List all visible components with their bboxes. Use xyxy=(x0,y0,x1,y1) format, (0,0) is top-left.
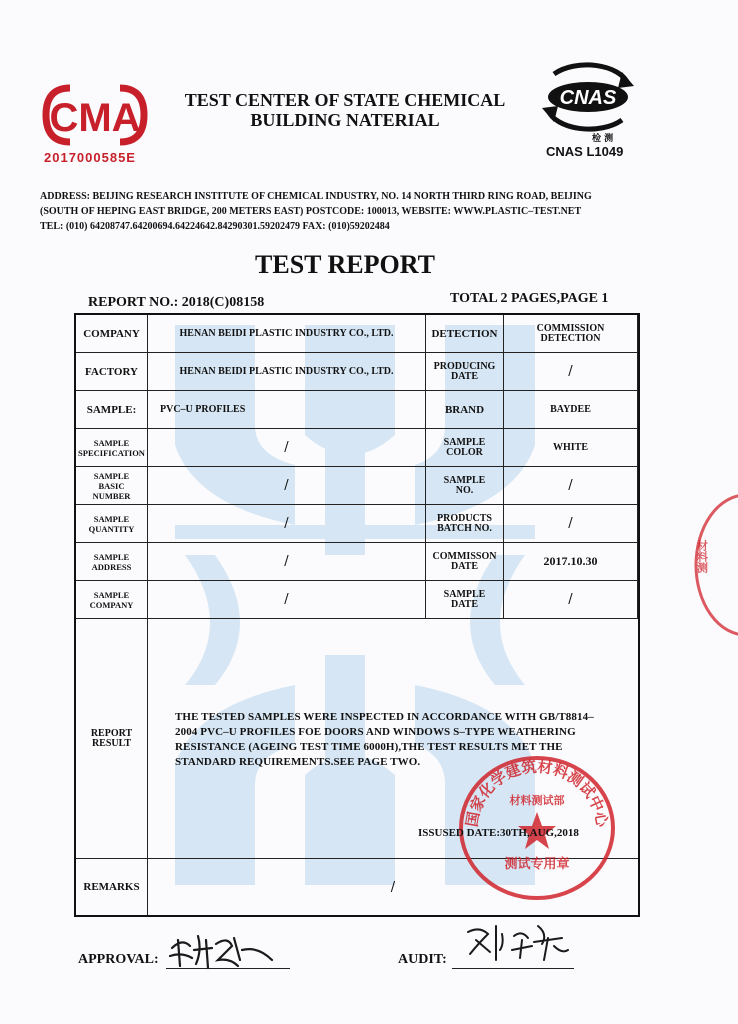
basic-number-label: SAMPLE BASIC NUMBER xyxy=(76,467,148,505)
sample-address-value: / xyxy=(148,543,426,581)
sample-label: SAMPLE: xyxy=(76,391,148,429)
producing-date-value: / xyxy=(504,353,638,391)
factory-label: FACTORY xyxy=(76,353,148,391)
sample-no-label: SAMPLE NO. xyxy=(426,467,504,505)
edge-seal xyxy=(686,490,738,640)
remarks-value: / xyxy=(390,879,396,895)
cnas-logo-text: CNAS xyxy=(559,87,617,109)
brand-label: BRAND xyxy=(426,391,504,429)
address-line1: ADDRESS: BEIJING RESEARCH INSTITUTE OF CHEMICAL INDUSTRY, NO. 14 NORTH THIRD RING ROAD, BEIJING xyxy=(40,191,592,202)
org-title xyxy=(160,90,530,130)
official-seal xyxy=(455,750,617,900)
producing-date-label: PRODUCING DATE xyxy=(426,353,504,391)
sample-no-value: / xyxy=(504,467,638,505)
sample-company-label: SAMPLE COMPANY xyxy=(76,581,148,619)
quantity-value: / xyxy=(148,505,426,543)
commission-date-value: 2017.10.30 xyxy=(504,543,638,581)
sample-company-value: / xyxy=(148,581,426,619)
sample-date-label: SAMPLE DATE xyxy=(426,581,504,619)
company-label: COMPANY xyxy=(76,315,148,353)
org-title-line1: TEST CENTER OF STATE CHEMICAL xyxy=(184,90,506,110)
audit-label: AUDIT: xyxy=(398,952,447,967)
cma-logo-text: CMA xyxy=(49,96,141,140)
edge-seal-text: 材料测 xyxy=(695,540,709,573)
approval-signature xyxy=(168,930,278,974)
seal-bottom-text: 测试专用章 xyxy=(504,857,570,872)
report-title: TEST REPORT xyxy=(255,250,435,279)
brand-value: BAYDEE xyxy=(504,391,638,429)
sample-value: PVC–U PROFILES xyxy=(148,391,426,429)
sample-address-label: SAMPLE ADDRESS xyxy=(76,543,148,581)
audit-line xyxy=(452,968,574,969)
address-block xyxy=(40,189,650,234)
report-result-label: REPORT RESULT xyxy=(76,619,148,859)
sample-color-value: WHITE xyxy=(504,429,638,467)
seal-ring-text: 国家化学建筑材料测试中心 xyxy=(462,757,612,829)
cnas-logo xyxy=(536,58,640,134)
org-title-line2: BUILDING NATERIAL xyxy=(250,110,440,130)
cma-number: 2017000585E xyxy=(44,150,136,165)
sample-color-label: SAMPLE COLOR xyxy=(426,429,504,467)
remarks-label: REMARKS xyxy=(76,859,148,915)
quantity-label: SAMPLE QUANTITY xyxy=(76,505,148,543)
factory-value: HENAN BEIDI PLASTIC INDUSTRY CO., LTD. xyxy=(148,353,426,391)
specification-label: SAMPLE SPECIFICATION xyxy=(76,429,148,467)
cma-logo xyxy=(40,80,150,150)
address-line3: TEL: (010) 64208747.64200694.64224642.84290301.59202479 FAX: (010)59202484 xyxy=(40,221,390,232)
seal-inner-text: 材料测试部 xyxy=(509,794,565,807)
approval-label: APPROVAL: xyxy=(78,952,159,967)
commission-date-label: COMMISSON DATE xyxy=(426,543,504,581)
batch-no-label: PRODUCTS BATCH NO. xyxy=(426,505,504,543)
report-result-text: THE TESTED SAMPLES WERE INSPECTED IN ACCORDANCE WITH GB/T8814–2004 PVC–U PROFILES FOE DOORS AND WINDOWS S–TYPE WEATHERING RESISTANCE (AGEING TEST TIME 6000H),THE TEST RESULTS MET THE STANDARD REQUIREMENTS.SEE PAGE TWO. xyxy=(175,711,594,768)
basic-number-value: / xyxy=(148,467,426,505)
detection-value: COMMISSION DETECTION xyxy=(504,315,638,353)
address-line2: (SOUTH OF HEPING EAST BRIDGE, 200 METERS EAST) POSTCODE: 100013, WEBSITE: WWW.PLASTIC–TEST.NET xyxy=(40,206,582,217)
batch-no-value: / xyxy=(504,505,638,543)
cnas-chinese: 检 测 xyxy=(592,134,614,144)
sample-date-value: / xyxy=(504,581,638,619)
issued-date: ISSUSED DATE:30TH,AUG,2018 xyxy=(418,827,579,839)
audit-signature xyxy=(462,920,572,964)
report-number: REPORT NO.: 2018(C)08158 xyxy=(88,295,265,310)
company-value: HENAN BEIDI PLASTIC INDUSTRY CO., LTD. xyxy=(148,315,426,353)
detection-label: DETECTION xyxy=(426,315,504,353)
specification-value: / xyxy=(148,429,426,467)
cnas-code: CNAS L1049 xyxy=(546,144,624,159)
page-count: TOTAL 2 PAGES,PAGE 1 xyxy=(450,291,609,306)
